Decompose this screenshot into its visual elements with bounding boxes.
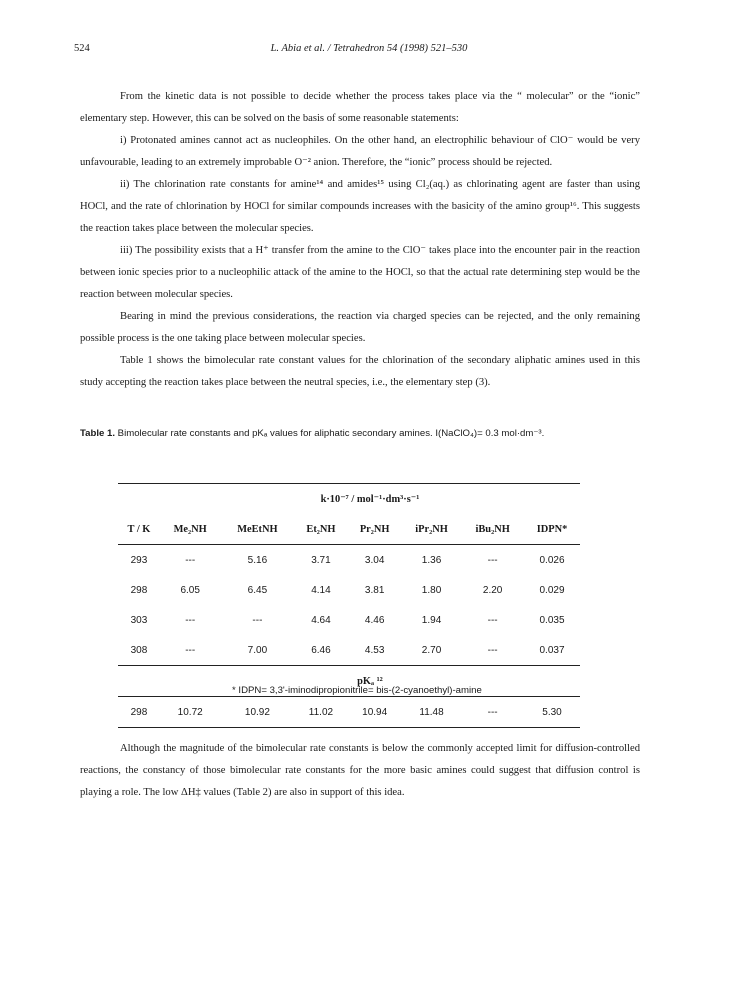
table-cell: --- — [487, 706, 498, 718]
closing-paragraph: Although the magnitude of the bimolecular rate constants is below the commonly accepted limit for diffusion-controlled reactions, the constancy of those bimolecular rate constants for the more basic amines could suggest that diffusion control is playing a role. The low ΔH‡ values (Table 2) are also in support of this idea. — [80, 743, 640, 798]
table-cell: 10.94 — [362, 706, 388, 718]
table-cell: 298 — [130, 706, 148, 718]
table-cell: 298 — [130, 584, 148, 596]
closing-text — [80, 738, 640, 804]
column-header: iPr₂NH — [415, 523, 448, 535]
paragraph-1: From the kinetic data is not possible to decide whether the process takes place via the “ molecular” or the “ionic” elementary step. However, this can be solved on the basis of some reasonable statements: — [80, 91, 640, 124]
table-cell: 303 — [130, 614, 148, 626]
table-cell: 0.029 — [539, 584, 565, 596]
table-cell: 0.026 — [539, 554, 565, 566]
table-cell: 1.36 — [421, 554, 442, 566]
column-header: MeEtNH — [237, 523, 278, 535]
table-cell: 4.64 — [311, 614, 331, 626]
table-cell: 6.05 — [180, 584, 200, 596]
table-cell: 10.72 — [177, 706, 203, 718]
column-header: T / K — [127, 523, 151, 535]
column-header: Me₂NH — [173, 523, 207, 535]
table-cell: 4.53 — [364, 644, 385, 656]
table-cell: --- — [252, 614, 263, 626]
table-cell: 2.70 — [421, 644, 442, 656]
table-cell: 3.04 — [364, 554, 385, 566]
table-cell: 7.00 — [247, 644, 268, 656]
body-text — [80, 86, 640, 394]
table-cell: 1.80 — [421, 584, 442, 596]
table-cell: 11.48 — [419, 706, 444, 718]
table-cell: --- — [185, 644, 196, 656]
table-row — [118, 605, 580, 635]
table-cell: 6.45 — [247, 584, 268, 596]
running-title: L. Abia et al. / Tetrahedron 54 (1998) 521–530 — [270, 43, 468, 54]
table-cell: 0.035 — [539, 614, 565, 626]
table-cell: 4.46 — [364, 614, 385, 626]
table-cell: 1.94 — [421, 614, 442, 626]
table-cell: 2.20 — [482, 584, 503, 596]
group-header: k·10⁻⁷ / mol⁻¹·dm³·s⁻¹ — [320, 494, 420, 505]
table-cell: 3.81 — [364, 584, 385, 596]
table-cell: --- — [487, 554, 498, 566]
table-row — [118, 545, 580, 576]
paragraph-5: Bearing in mind the previous considerations, the reaction via charged species can be rejected, and the only remaining possible process is the one taking place between molecular species. — [80, 311, 640, 344]
pka-row — [118, 697, 580, 728]
table-cell: 6.46 — [311, 644, 331, 656]
table-row — [118, 575, 580, 605]
table-cell: 0.037 — [539, 644, 565, 656]
column-header: Pr₂NH — [359, 523, 390, 535]
table-cell: 5.30 — [542, 706, 562, 718]
table-cell: 5.16 — [247, 554, 268, 566]
page-number: 524 — [74, 43, 90, 54]
paragraph-6: Table 1 shows the bimolecular rate constant values for the chlorination of the secondary aliphatic amines used in this study accepting the reaction takes place between the neutral species, i.e., the elementary step (3). — [80, 355, 640, 388]
table-cell: 308 — [130, 644, 148, 656]
table-cell: 293 — [130, 554, 148, 566]
table-cell: --- — [185, 614, 196, 626]
table-caption-label: Table 1. — [80, 428, 116, 439]
table-caption — [80, 428, 680, 439]
table-footnote: * IDPN= 3,3'-iminodipropionitrile= bis-(2-cyanoethyl)-amine — [232, 685, 482, 696]
table-cell: 4.14 — [311, 584, 331, 596]
table-cell: 3.71 — [311, 554, 331, 566]
table-cell: 11.02 — [308, 706, 334, 718]
table-caption-text: Bimolecular rate constants and pKₐ values for aliphatic secondary amines. I(NaClO₄)= 0.3 mol·dm⁻³. — [115, 428, 545, 439]
table-cell: --- — [487, 644, 498, 656]
table-row — [118, 635, 580, 666]
paragraph-2: i) Protonated amines cannot act as nucleophiles. On the other hand, an electrophilic behaviour of ClO⁻ would be very unfavourable, leading to an extremely improbable O⁻² anion. Therefore, the “ionic” process should be rejected. — [80, 135, 640, 168]
table-cell: --- — [185, 554, 196, 566]
column-header: Et₂NH — [306, 523, 336, 535]
paragraph-3: ii) The chlorination rate constants for amine¹⁴ and amides¹⁵ using Cl₂(aq.) as chlorinating agent are faster than using HOCl, and the rate of chlorination by HOCl for similar compounds increases with the basicity of the amino group¹⁶. This suggests the reaction takes place between the molecular species. — [80, 179, 640, 234]
table-cell: --- — [487, 614, 498, 626]
table-cell: 10.92 — [244, 706, 270, 718]
pka-header: pKₐ ¹² — [357, 675, 383, 687]
column-header: iBu₂NH — [475, 523, 510, 535]
paragraph-4: iii) The possibility exists that a H⁺ transfer from the amine to the ClO⁻ takes place into the encounter pair in the reaction between ionic species prior to a nucleophilic attack of the amine to the HOCl, so that the actual rate determining step would be the reaction between molecular species. — [80, 245, 640, 300]
column-header: IDPN* — [536, 523, 568, 535]
